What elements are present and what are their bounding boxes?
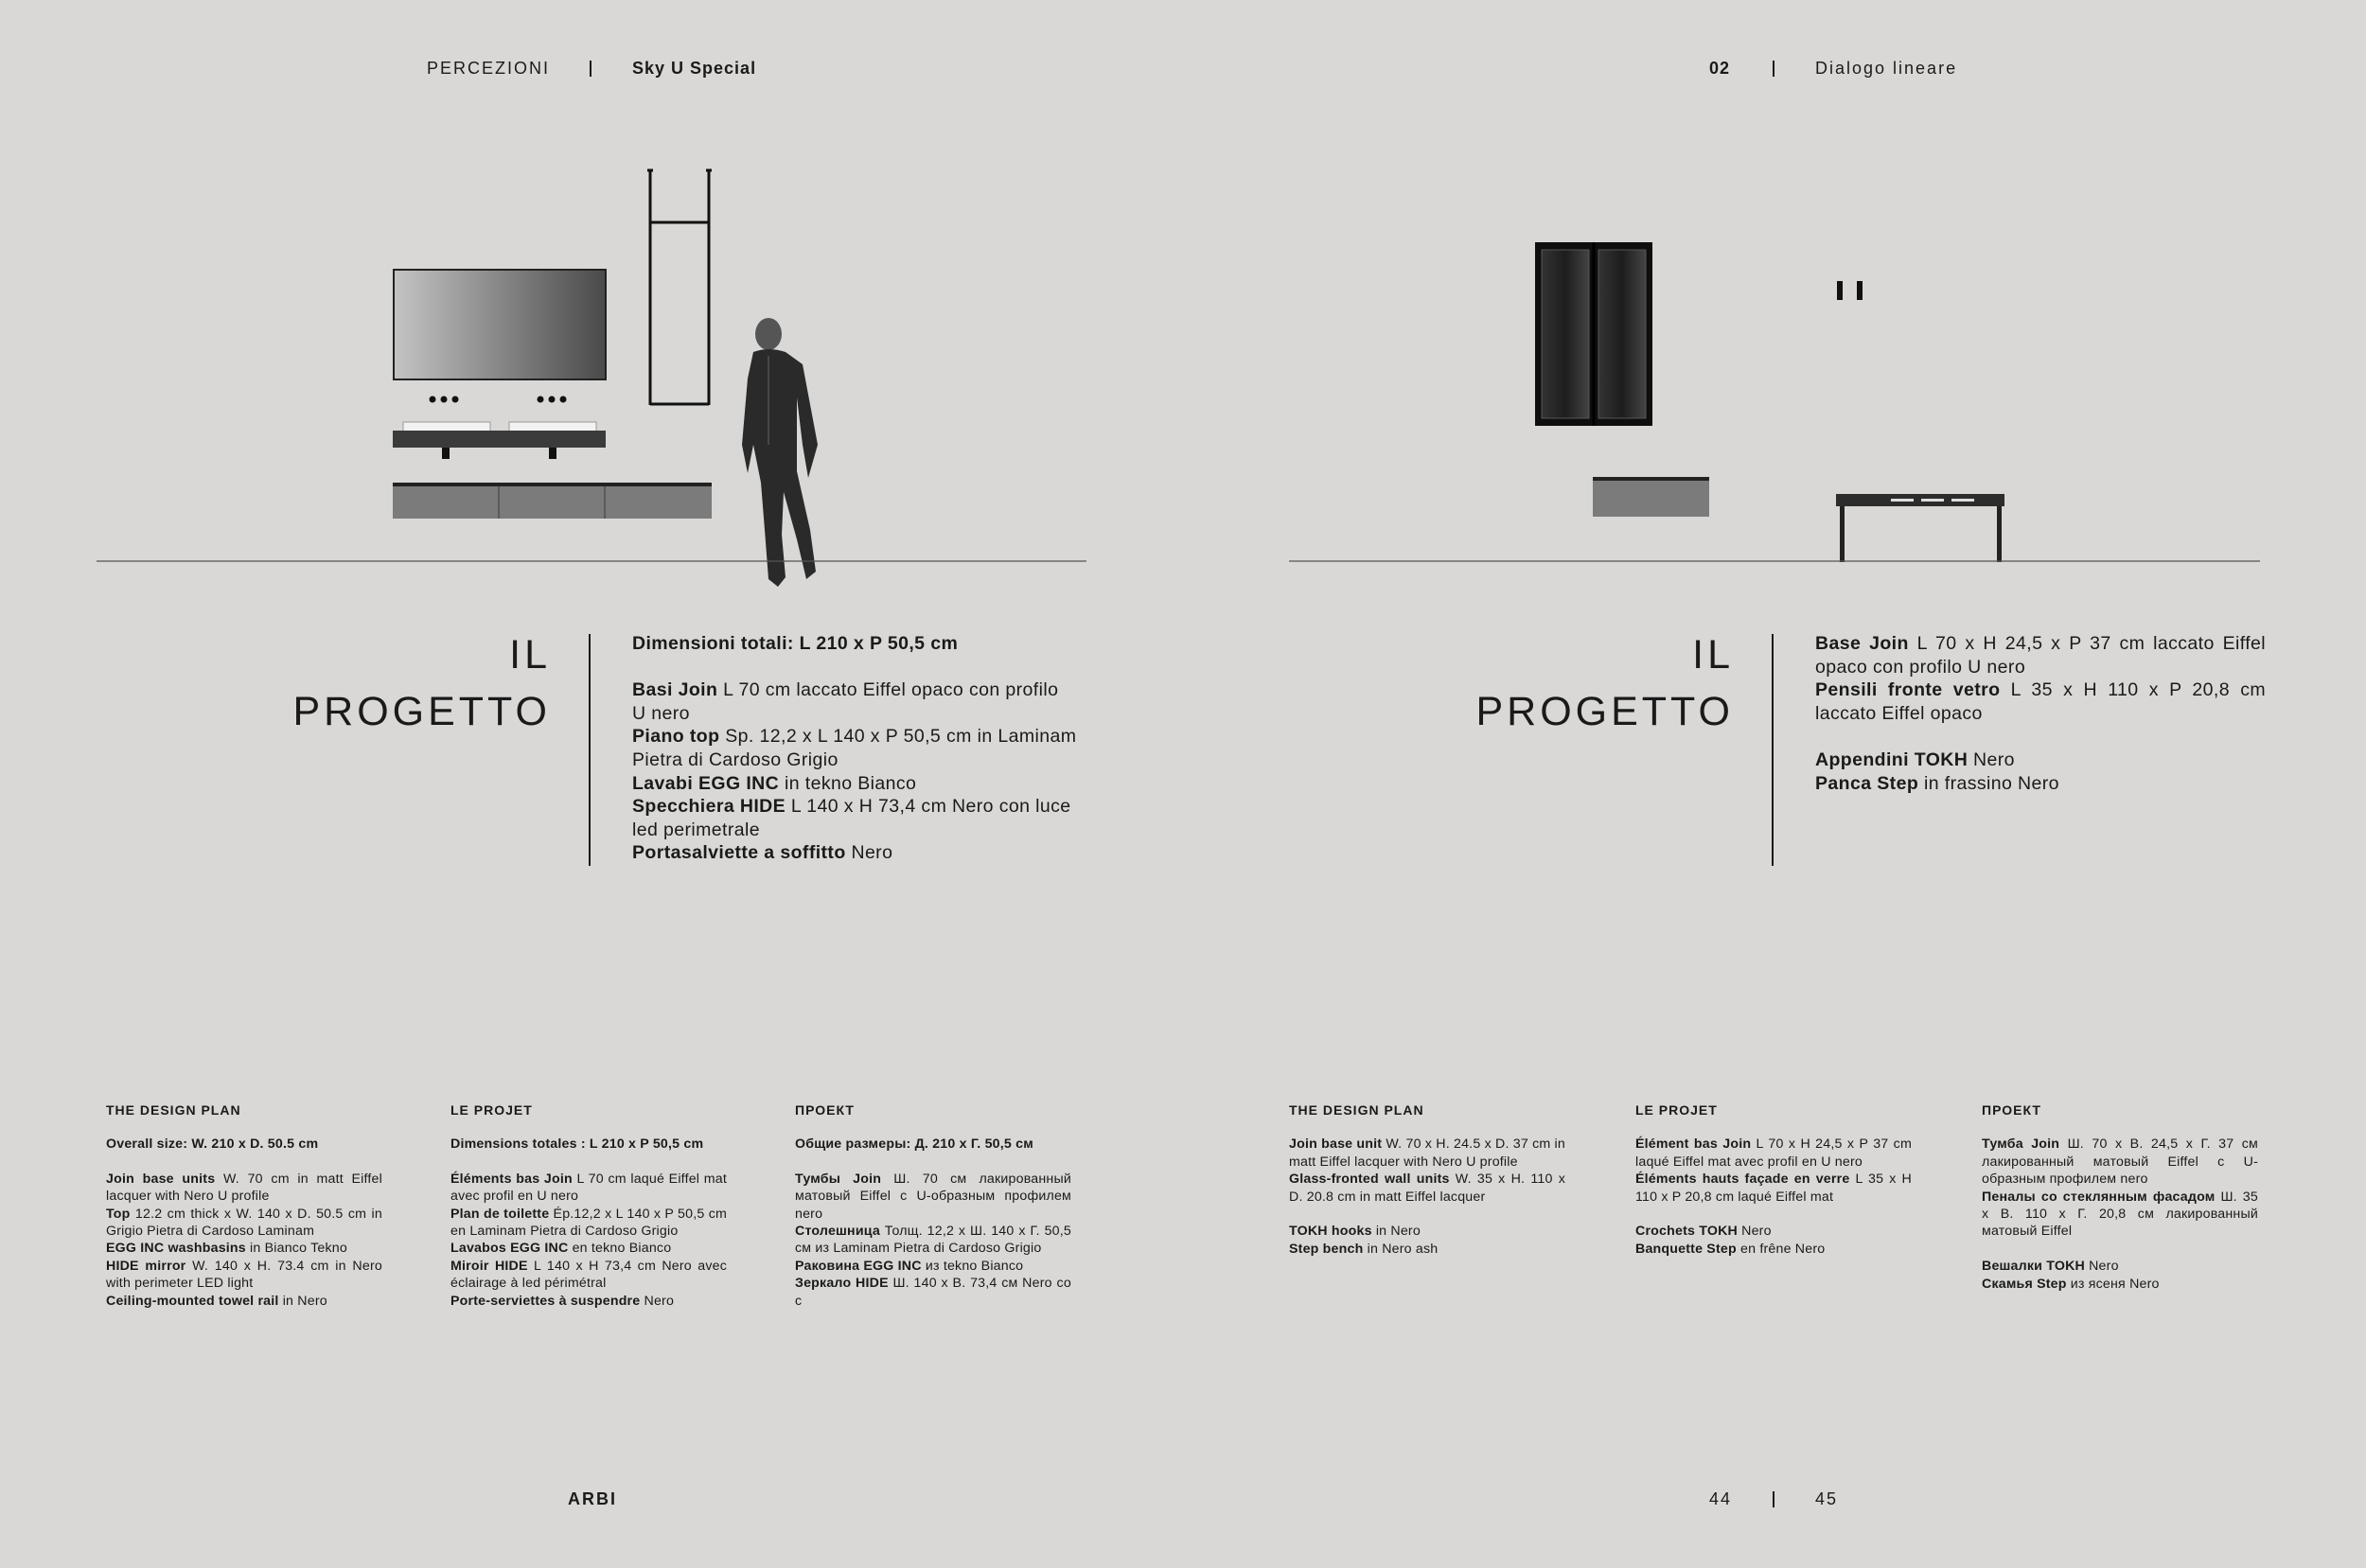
tap-dots [430,396,567,403]
product-name: Sky U Special [632,59,757,78]
join-base-units [393,483,712,519]
vanity-top [393,422,606,459]
chapter-title: Dialogo lineare [1815,59,1958,78]
chapter-number: 02 [1709,59,1731,78]
page-number-left: 44 [1709,1489,1733,1508]
translation-en-right: THE DESIGN PLAN Join base unit W. 70 x H. 24.5 x D. 37 cm in matt Eiffel lacquer with Nero U profile Glass-fronted wall units W. 35 x H. 110 x D. 20.8 cm in matt Eiffel lacquer TOKH hooks in Nero Step bench in Nero ash [1289,1102,1565,1257]
page-number-right: 45 [1815,1489,1839,1508]
glass-wall-units [1535,242,1652,426]
ceiling-towel-rail [647,170,712,405]
project-title-left: IL PROGETTO [292,632,551,734]
join-base-unit [1593,477,1709,517]
footer-divider [1773,1491,1774,1507]
translation-ru-left: ПРОЕКТ Общие размеры: Д. 210 x Г. 50,5 см Тумбы Join Ш. 70 см лакированный матовый Eiffel с U-образным профилем nero Столешница Толщ. 12,2 x Ш. 140 x Г. 50,5 см из Laminam Pietra di Cardoso Grigio Раковина EGG INC из tekno Bianco Зеркало HIDE Ш. 140 x В. 73,4 см Nero со с [795,1102,1071,1309]
translation-fr-left: LE PROJET Dimensions totales : L 210 x P 50,5 cm Éléments bas Join L 70 cm laqué Eiffel mat avec profil en U nero Plan de toilette Ép.12,2 x L 140 x P 50,5 cm en Laminam Pietra di Cardoso Grigio Lavabos EGG INC en tekno Bianco Miroir HIDE L 140 x H 73,4 cm Nero avec éclairage à led périmétral Porte-serviettes à suspendre Nero [450,1102,728,1309]
collection-name: PERCEZIONI [427,59,551,78]
tokh-hooks [1837,281,1863,300]
title-divider-left [589,634,591,866]
title-divider-right [1772,634,1774,866]
translation-ru-right: ПРОЕКТ Тумба Join Ш. 70 x В. 24,5 x Г. 37 см лакированный матовый Eiffel с U-образным профилем nero Пеналы со стеклянным фасадом Ш. 35 x В. 110 x Г. 20,8 см лакированный матовый Eiffel Вешалки TOKH Nero Скамья Step из ясеня Nero [1982,1102,2259,1292]
translation-fr-right: LE PROJET Élément bas Join L 70 x H 24,5 x P 37 cm laqué Eiffel mat avec profil en U nero Éléments hauts façade en verre L 35 x H 110 x P 20,8 cm laqué Eiffel mat Crochets TOKH Nero Banquette Step en frêne Nero [1635,1102,1912,1257]
step-bench [1836,494,2004,562]
specs-left: Dimensioni totali: L 210 x P 50,5 cm Basi Join L 70 cm laccato Eiffel opaco con profilo U nero Piano top Sp. 12,2 x L 140 x P 50,5 cm in Laminam Pietra di Cardoso Grigio Lavabi EGG INC in tekno Bianco Specchiera HIDE L 140 x H 73,4 cm Nero con luce led perimetrale Portasalviette a soffitto Nero [632,633,1077,864]
person-figure [742,318,818,587]
translation-en-left: THE DESIGN PLAN Overall size: W. 210 x D. 50.5 cm Join base units W. 70 cm in matt Eiffel lacquer with Nero U profile Top 12.2 cm thick x W. 140 x D. 50.5 cm in Grigio Pietra di Cardoso Laminam EGG INC washbasins in Bianco Tekno HIDE mirror W. 140 x H. 73.4 cm in Nero with perimeter LED light Ceiling-mounted towel rail in Nero [106,1102,382,1309]
hide-mirror [394,270,606,379]
specs-right: Base Join L 70 x H 24,5 x P 37 cm laccato Eiffel opaco con profilo U nero Pensili fronte vetro L 35 x H 110 x P 20,8 cm laccato Eiffel opaco Appendini TOKH Nero Panca Step in frassino Nero [1815,633,2267,794]
brand-footer: ARBI [568,1489,617,1508]
project-title-right: IL PROGETTO [1475,632,1734,734]
